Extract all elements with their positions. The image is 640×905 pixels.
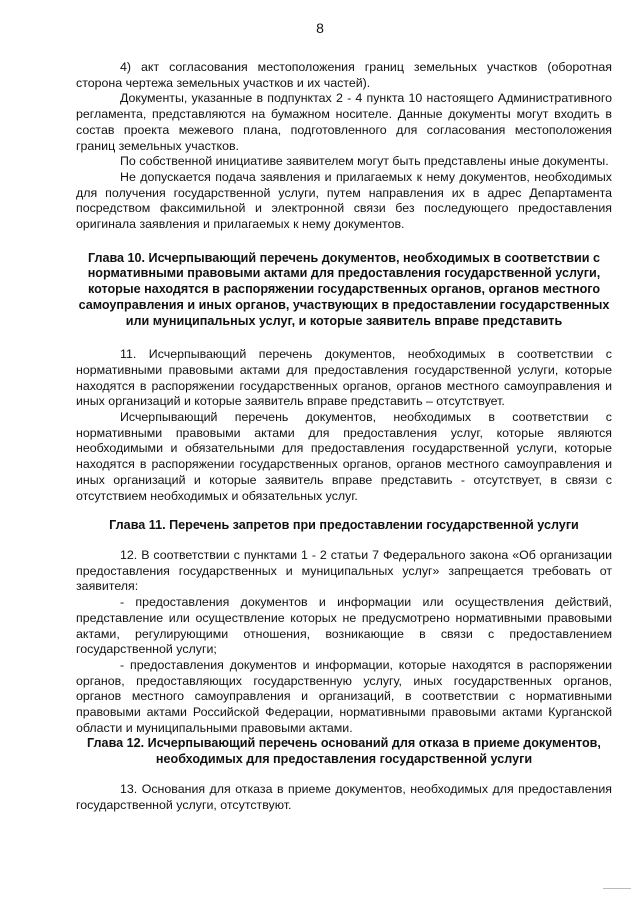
paragraph-11: 11. Исчерпывающий перечень документов, необходимых в соответствии с нормативными правовыми актами для предоставления государственной услуги, которые находятся в распоряжении государственных органов, органов местного самоуправления и иных организаций и которые заявитель вправе представить – отсутствует. [76, 347, 612, 409]
page-number: 8 [316, 20, 324, 36]
document-body [76, 60, 612, 813]
paragraph-no-fax: Не допускается подача заявления и прилагаемых к нему документов, необходимых для получения государственной услуги, путем направления их в адрес Департамента посредством факсимильной и электронной связи без последующего предоставления оригинала заявления и прилагаемых к нему документов. [76, 169, 612, 232]
paragraph-11-services: Исчерпывающий перечень документов, необходимых в соответствии с нормативными правовыми актами для предоставления услуг, которые являются необходимыми и обязательными для предоставления государственной услуги, которые находятся в распоряжении государственных органов, органов местного самоуправления и иных организаций и которые заявитель вправе представить - отсутствует, в связи с отсутствием необходимых и обязательных услуг. [76, 410, 612, 503]
paragraph-act: 4) акт согласования местоположения границ земельных участков (оборотная сторона чертежа земельных участков и их частей). [76, 60, 612, 90]
paragraph-documents-paper: Документы, указанные в подпунктах 2 - 4 пункта 10 настоящего Административного регламента, представляются на бумажном носителе. Данные документы могут входить в состав проекта межевого плана, подготовленного для согласования местоположения границ земельных участков. [76, 91, 612, 153]
paragraph-own-initiative: По собственной инициативе заявителем могут быть представлены иные документы. [120, 154, 609, 169]
chapter-11-title: Глава 11. Перечень запретов при предоставлении государственной услуги [109, 518, 579, 533]
paragraph-13: 13. Основания для отказа в приеме документов, необходимых для предоставления государственной услуги, отсутствуют. [76, 781, 612, 812]
scan-edge-mark [603, 888, 631, 889]
chapter-12-title: Глава 12. Исчерпывающий перечень оснований для отказа в приеме документов, необходимых для предоставления государственной услуги [87, 736, 601, 767]
paragraph-12: 12. В соответствии с пунктами 1 - 2 статьи 7 Федерального закона «Об организации предоставления государственных и муниципальных услуг» запрещается требовать от заявителя: [76, 547, 612, 594]
paragraph-12-item-1: - предоставления документов и информации или осуществления действий, представление или осуществление которых не предусмотрено нормативными правовыми актами, регулирующими отношения, возникающие в связи с предоставлением государственной услуги; [76, 595, 612, 657]
chapter-10-title: Глава 10. Исчерпывающий перечень документов, необходимых в соответствии с нормативными правовыми актами для предоставления государственной услуги, которые находятся в распоряжении государственных органов, органов местного самоуправления и иных органов, участвующих в предоставлении государственных или муниципальных услуг, и которые заявитель вправе представить [78, 250, 610, 328]
paragraph-12-item-2: - предоставления документов и информации, которые находятся в распоряжении органов, предоставляющих государственную услугу, иных государственных органов, органов местного самоуправления и организаций, в соответствии с нормативными правовыми актами Российской Федерации, нормативными правовыми актами Курганской области и муниципальными правовыми актами. [76, 657, 612, 735]
